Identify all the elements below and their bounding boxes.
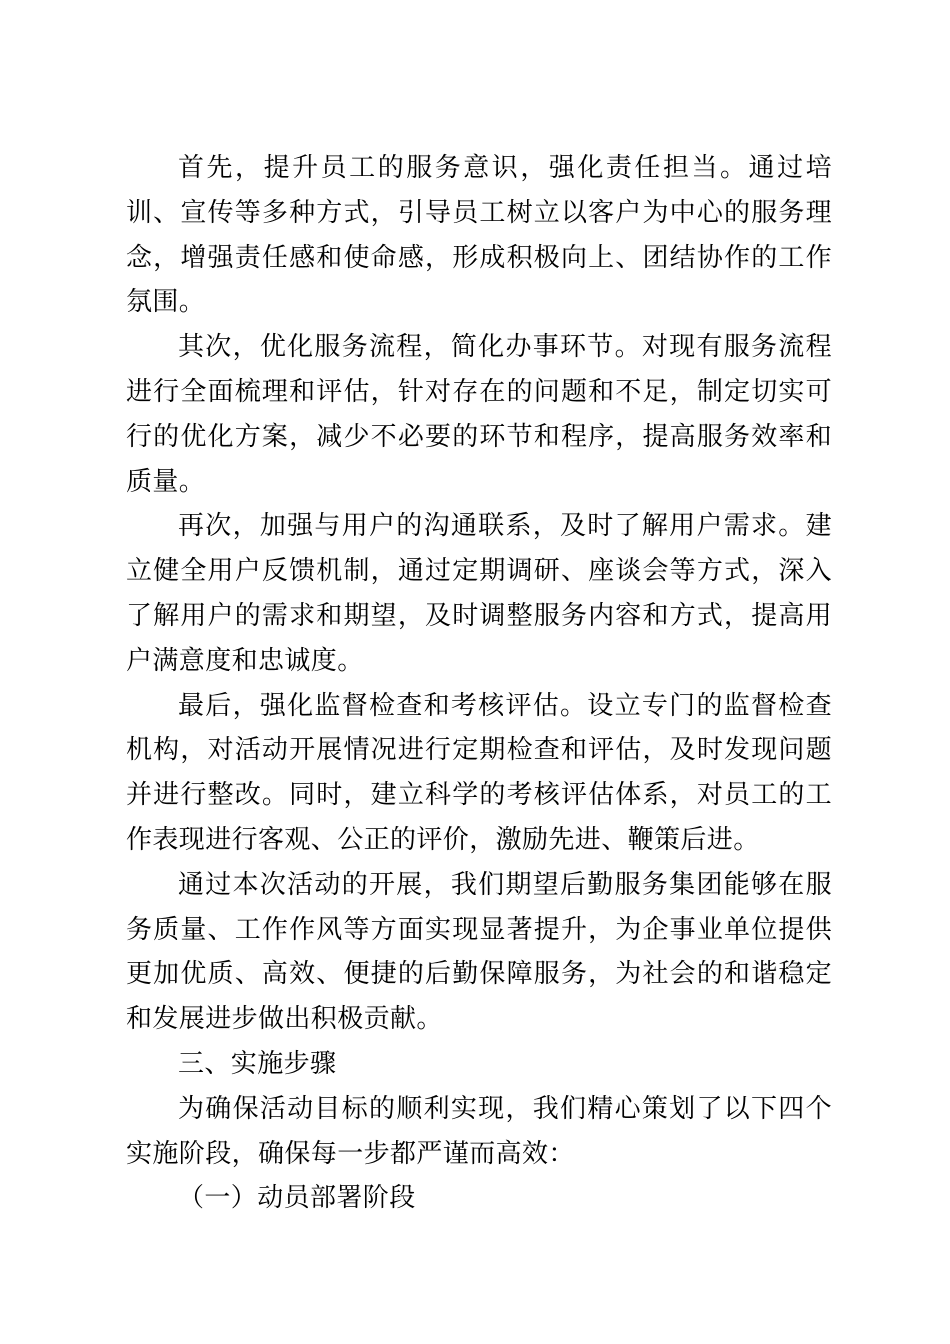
paragraph-service-awareness: 首先，提升员工的服务意识，强化责任担当。通过培训、宣传等多种方式，引导员工树立以客户为中心的服务理念，增强责任感和使命感，形成积极向上、团结协作的工作氛围。 [126,153,832,318]
paragraph-user-communication: 再次，加强与用户的沟通联系，及时了解用户需求。建立健全用户反馈机制，通过定期调研、座谈会等方式，深入了解用户的需求和期望，及时调整服务内容和方式，提高用户满意度和忠诚度。 [126,511,832,676]
section-heading: 三、实施步骤 [178,1048,337,1079]
subsection-heading: （一）动员部署阶段 [178,1183,416,1214]
section-intro-paragraph: 为确保活动目标的顺利实现，我们精心策划了以下四个实施阶段，确保每一步都严谨而高效： [126,1093,832,1169]
paragraph-optimize-process: 其次，优化服务流程，简化办事环节。对现有服务流程进行全面梳理和评估，针对存在的问题和不足，制定切实可行的优化方案，减少不必要的环节和程序，提高服务效率和质量。 [126,332,832,497]
paragraph-supervision: 最后，强化监督检查和考核评估。设立专门的监督检查机构，对活动开展情况进行定期检查和评估，及时发现问题并进行整改。同时，建立科学的考核评估体系，对员工的工作表现进行客观、公正的评价，激励先进、鞭策后进。 [126,690,832,855]
document-body [126,146,832,1221]
paragraph-expected-outcome: 通过本次活动的开展，我们期望后勤服务集团能够在服务质量、工作作风等方面实现显著提升，为企事业单位提供更加优质、高效、便捷的后勤保障服务，为社会的和谐稳定和发展进步做出积极贡献。 [126,869,832,1035]
